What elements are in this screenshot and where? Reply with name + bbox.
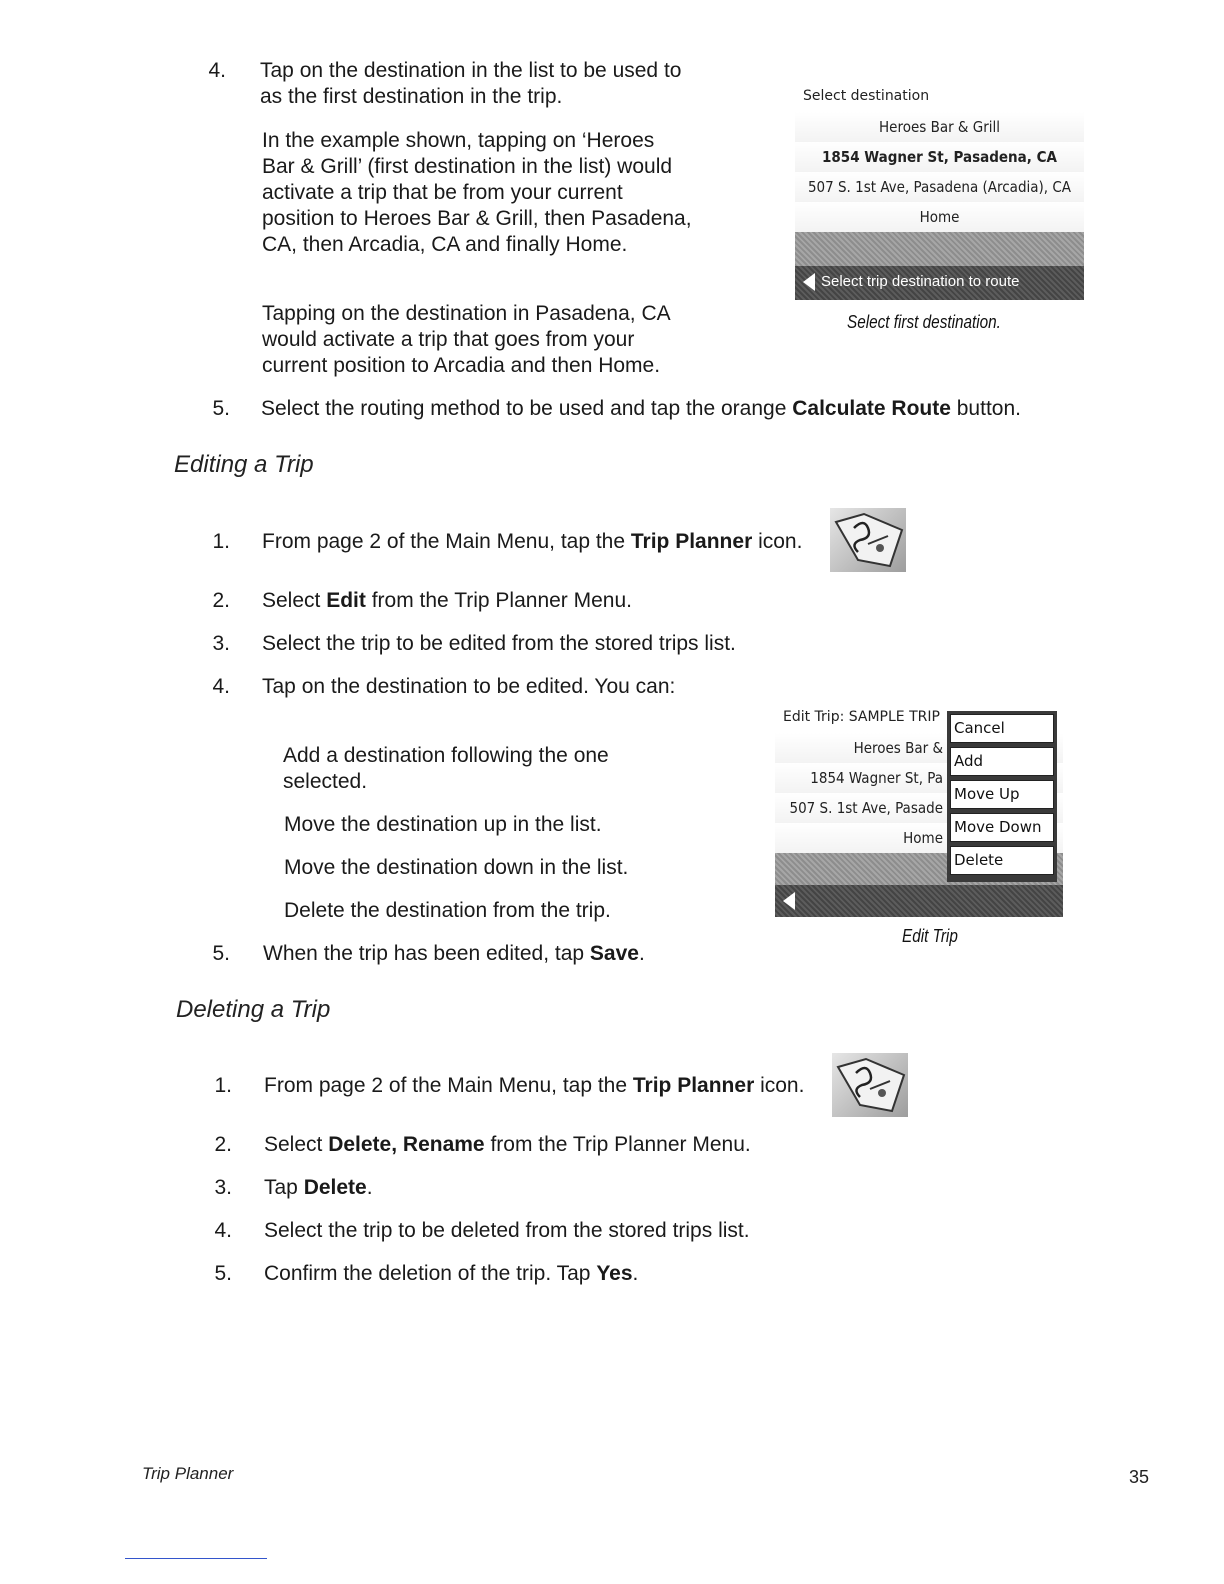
step-text: Select the routing method to be used and tap the orange Calculate Route button. [261, 397, 1021, 420]
option-add: Add a destination following the one selected. [283, 744, 609, 793]
figure-caption: Edit Trip [902, 926, 958, 946]
step-number: 5. [212, 942, 230, 965]
step-text: From page 2 of the Main Menu, tap the Trip Planner icon. [264, 1074, 805, 1097]
trip-planner-icon [830, 508, 906, 572]
step-number: 4. [212, 675, 230, 698]
step-number: 2. [214, 1133, 232, 1156]
menu-delete[interactable]: Delete [950, 846, 1054, 875]
destination-row[interactable]: 1854 Wagner St, Pasadena, CA [795, 142, 1084, 173]
menu-move-up[interactable]: Move Up [950, 780, 1054, 809]
trip-planner-icon[interactable] [830, 508, 906, 572]
section-heading: Editing a Trip [174, 451, 314, 478]
step-text: Select Edit from the Trip Planner Menu. [262, 589, 632, 612]
step-number: 1. [212, 530, 230, 553]
option-delete: Delete the destination from the trip. [284, 899, 611, 922]
step-number: 2. [212, 589, 230, 612]
step-text: Tap Delete. [264, 1176, 373, 1199]
step-text: Confirm the deletion of the trip. Tap Yes. [264, 1262, 639, 1285]
step-number: 4. [208, 59, 226, 82]
destination-row[interactable]: 1854 Wagner St, Pa [775, 763, 1063, 794]
trip-planner-icon[interactable] [832, 1053, 908, 1117]
screen-title: Edit Trip: SAMPLE TRIP [783, 709, 940, 725]
destination-row[interactable]: Home [775, 823, 1063, 854]
step-number: 5. [212, 397, 230, 420]
footer-rule [125, 1558, 267, 1559]
section-heading: Deleting a Trip [176, 996, 331, 1023]
instruction-bar: Select trip destination to route [795, 266, 1084, 300]
instruction-bar [775, 885, 1063, 917]
step-number: 4. [214, 1219, 232, 1242]
back-arrow-icon[interactable] [783, 892, 795, 910]
figure-caption: Select first destination. [847, 312, 1001, 332]
destination-row[interactable]: 507 S. 1st Ave, Pasadena (Arcadia), CA [795, 172, 1084, 203]
step-text: Select the trip to be deleted from the stored trips list. [264, 1219, 750, 1242]
destination-row[interactable]: Home [795, 202, 1084, 233]
destination-row[interactable]: Heroes Bar & [775, 733, 1063, 764]
step-text: When the trip has been edited, tap Save. [263, 942, 645, 965]
step-number: 1. [214, 1074, 232, 1097]
step-text: From page 2 of the Main Menu, tap the Trip Planner icon. [262, 530, 803, 553]
filler-bar [795, 232, 1084, 266]
select-destination-screenshot [795, 84, 1084, 300]
paragraph: Tapping on the destination in Pasadena, CA would activate a trip that goes from your current position to Arcadia and then Home. [262, 302, 670, 377]
page-number: 35 [1129, 1467, 1150, 1487]
step-text: Tap on the destination to be edited. You can: [262, 675, 676, 698]
footer-section-name: Trip Planner [142, 1464, 234, 1483]
menu-move-down[interactable]: Move Down [950, 813, 1054, 842]
menu-add[interactable]: Add [950, 747, 1054, 776]
step-text: Tap on the destination in the list to be used to as the first destination in the trip. [260, 59, 682, 108]
step-number: 3. [212, 632, 230, 655]
destination-row[interactable]: 507 S. 1st Ave, Pasade [775, 793, 1063, 824]
back-arrow-icon[interactable] [803, 273, 815, 291]
menu-cancel[interactable]: Cancel [950, 714, 1054, 743]
paragraph: In the example shown, tapping on ‘Heroes Bar & Grill’ (first destination in the list) would activate a trip that be from your current position to Heroes Bar & Grill, then Pasadena, CA, then Arcadia, CA and finally Home. [262, 129, 692, 256]
step-number: 3. [214, 1176, 232, 1199]
option-move-up: Move the destination up in the list. [284, 813, 602, 836]
option-move-down: Move the destination down in the list. [284, 856, 629, 879]
step-number: 5. [214, 1262, 232, 1285]
screen-title: Select destination [803, 88, 930, 104]
calculate-route-label: Calculate Route [792, 397, 951, 420]
trip-planner-icon [832, 1053, 908, 1117]
destination-row[interactable]: Heroes Bar & Grill [795, 112, 1084, 143]
step-text: Select Delete, Rename from the Trip Planner Menu. [264, 1133, 751, 1156]
destination-popup-menu [947, 711, 1057, 882]
edit-trip-screenshot [775, 705, 1063, 917]
step-text: Select the trip to be edited from the stored trips list. [262, 632, 736, 655]
